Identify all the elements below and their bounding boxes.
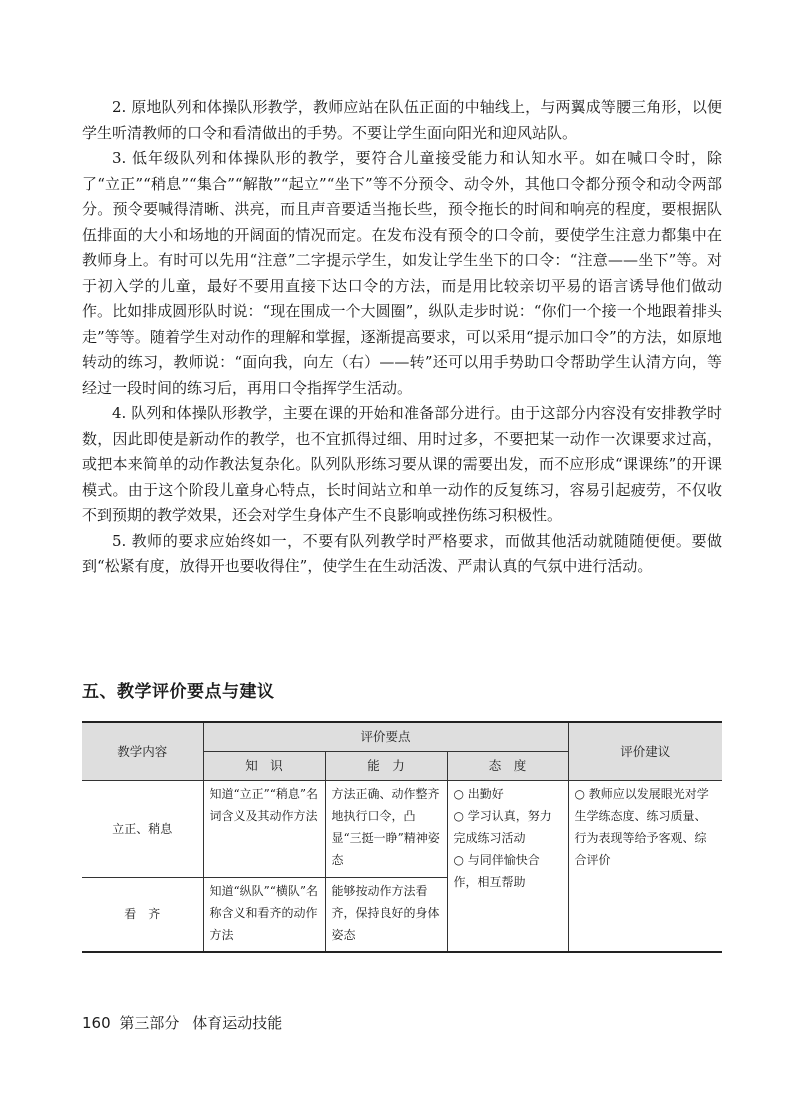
paragraph: 4. 队列和体操队形教学，主要在课的开始和准备部分进行。由于这部分内容没有安排教学时数，因此即使是新动作的教学，也不宜抓得过细、用时过多，不要把某一动作一次课要求过高，或把本来简单的动作教法复杂化。队列队形练习要从课的需要出发，而不应形成“课课练”的开课模式。由于这个阶段儿童身心特点，长时间站立和单一动作的反复练习，容易引起疲劳，不仅收不到预期的教学效果，还会对学生身体产生不良影响或挫伤练习积极性。	[82, 404, 722, 524]
attitude-item: ○ 出勤好	[453, 787, 504, 801]
header-knowledge: 知 识	[203, 752, 325, 781]
knowledge-cell: 知道“纵队”“横队”名称含义和看齐的动作方法	[203, 878, 325, 952]
content-cell: 立正、稍息	[82, 781, 203, 878]
part-label: 第三部分	[119, 1014, 180, 1032]
table-row	[82, 781, 722, 878]
content-cell: 看 齐	[82, 878, 203, 952]
page-footer	[82, 1012, 282, 1033]
attitude-cell	[447, 781, 568, 952]
header-eval-points: 评价要点	[203, 722, 568, 752]
ability-cell: 方法正确、动作整齐地执行口令，凸显“三挺一睁”精神姿态	[325, 781, 447, 878]
attitude-item: ○ 与同伴愉快合作，相互帮助	[453, 853, 540, 889]
body-text	[82, 95, 722, 580]
ability-cell: 能够按动作方法看齐，保持良好的身体姿态	[325, 878, 447, 952]
knowledge-cell: 知道“立正”“稍息”名词含义及其动作方法	[203, 781, 325, 878]
evaluation-table	[82, 721, 722, 953]
paragraph: 5. 教师的要求应始终如一，不要有队列教学时严格要求，而做其他活动就随随便便。要做到“松紧有度，放得开也要收得住”，使学生在生动活泼、严肃认真的气氛中进行活动。	[82, 531, 722, 575]
header-attitude: 态 度	[447, 752, 568, 781]
header-content: 教学内容	[82, 722, 203, 781]
section-heading: 五、教学评价要点与建议	[82, 682, 275, 702]
paragraph: 3. 低年级队列和体操队形的教学，要符合儿童接受能力和认知水平。如在喊口令时，除了“立正”“稍息”“集合”“解散”“起立”“坐下”等不分预令、动令外，其他口令都分预令和动令两部分。预令要喊得清晰、洪亮，而且声音要适当拖长些，预令拖长的时间和响亮的程度，要根据队伍排面的大小和场地的开阔面的情况而定。在发布没有预令的口令前，要使学生注意力都集中在教师身上。有时可以先用“注意”二字提示学生，如发让学生坐下的口令：“注意——坐下”等。对于初入学的儿童，最好不要用直接下达口令的方法，而是用比较亲切平易的语言诱导他们做动作。比如排成圆形队时说：“现在围成一个大圆圈”，纵队走步时说：“你们一个接一个地跟着排头走”等等。随着学生对动作的理解和掌握，逐渐提高要求，可以采用“提示加口令”的方法，如原地转动的练习，教师说：“面向我，向左（右）——转”还可以用手势助口令帮助学生认清方向，等经过一段时间的练习后，再用口令指挥学生活动。	[82, 149, 722, 397]
header-suggestion: 评价建议	[568, 722, 722, 781]
paragraph: 2. 原地队列和体操队形教学，教师应站在队伍正面的中轴线上，与两翼成等腰三角形，以便学生听清教师的口令和看清做出的手势。不要让学生面向阳光和迎风站队。	[82, 98, 722, 142]
attitude-item: ○ 学习认真，努力完成练习活动	[453, 809, 552, 845]
table-header-row	[82, 722, 722, 752]
part-title: 体育运动技能	[192, 1014, 283, 1032]
header-ability: 能 力	[325, 752, 447, 781]
suggestion-cell: ○ 教师应以发展眼光对学生学练态度、练习质量、行为表现等给予客观、综合评价	[568, 781, 722, 952]
page-number: 160	[82, 1014, 111, 1032]
